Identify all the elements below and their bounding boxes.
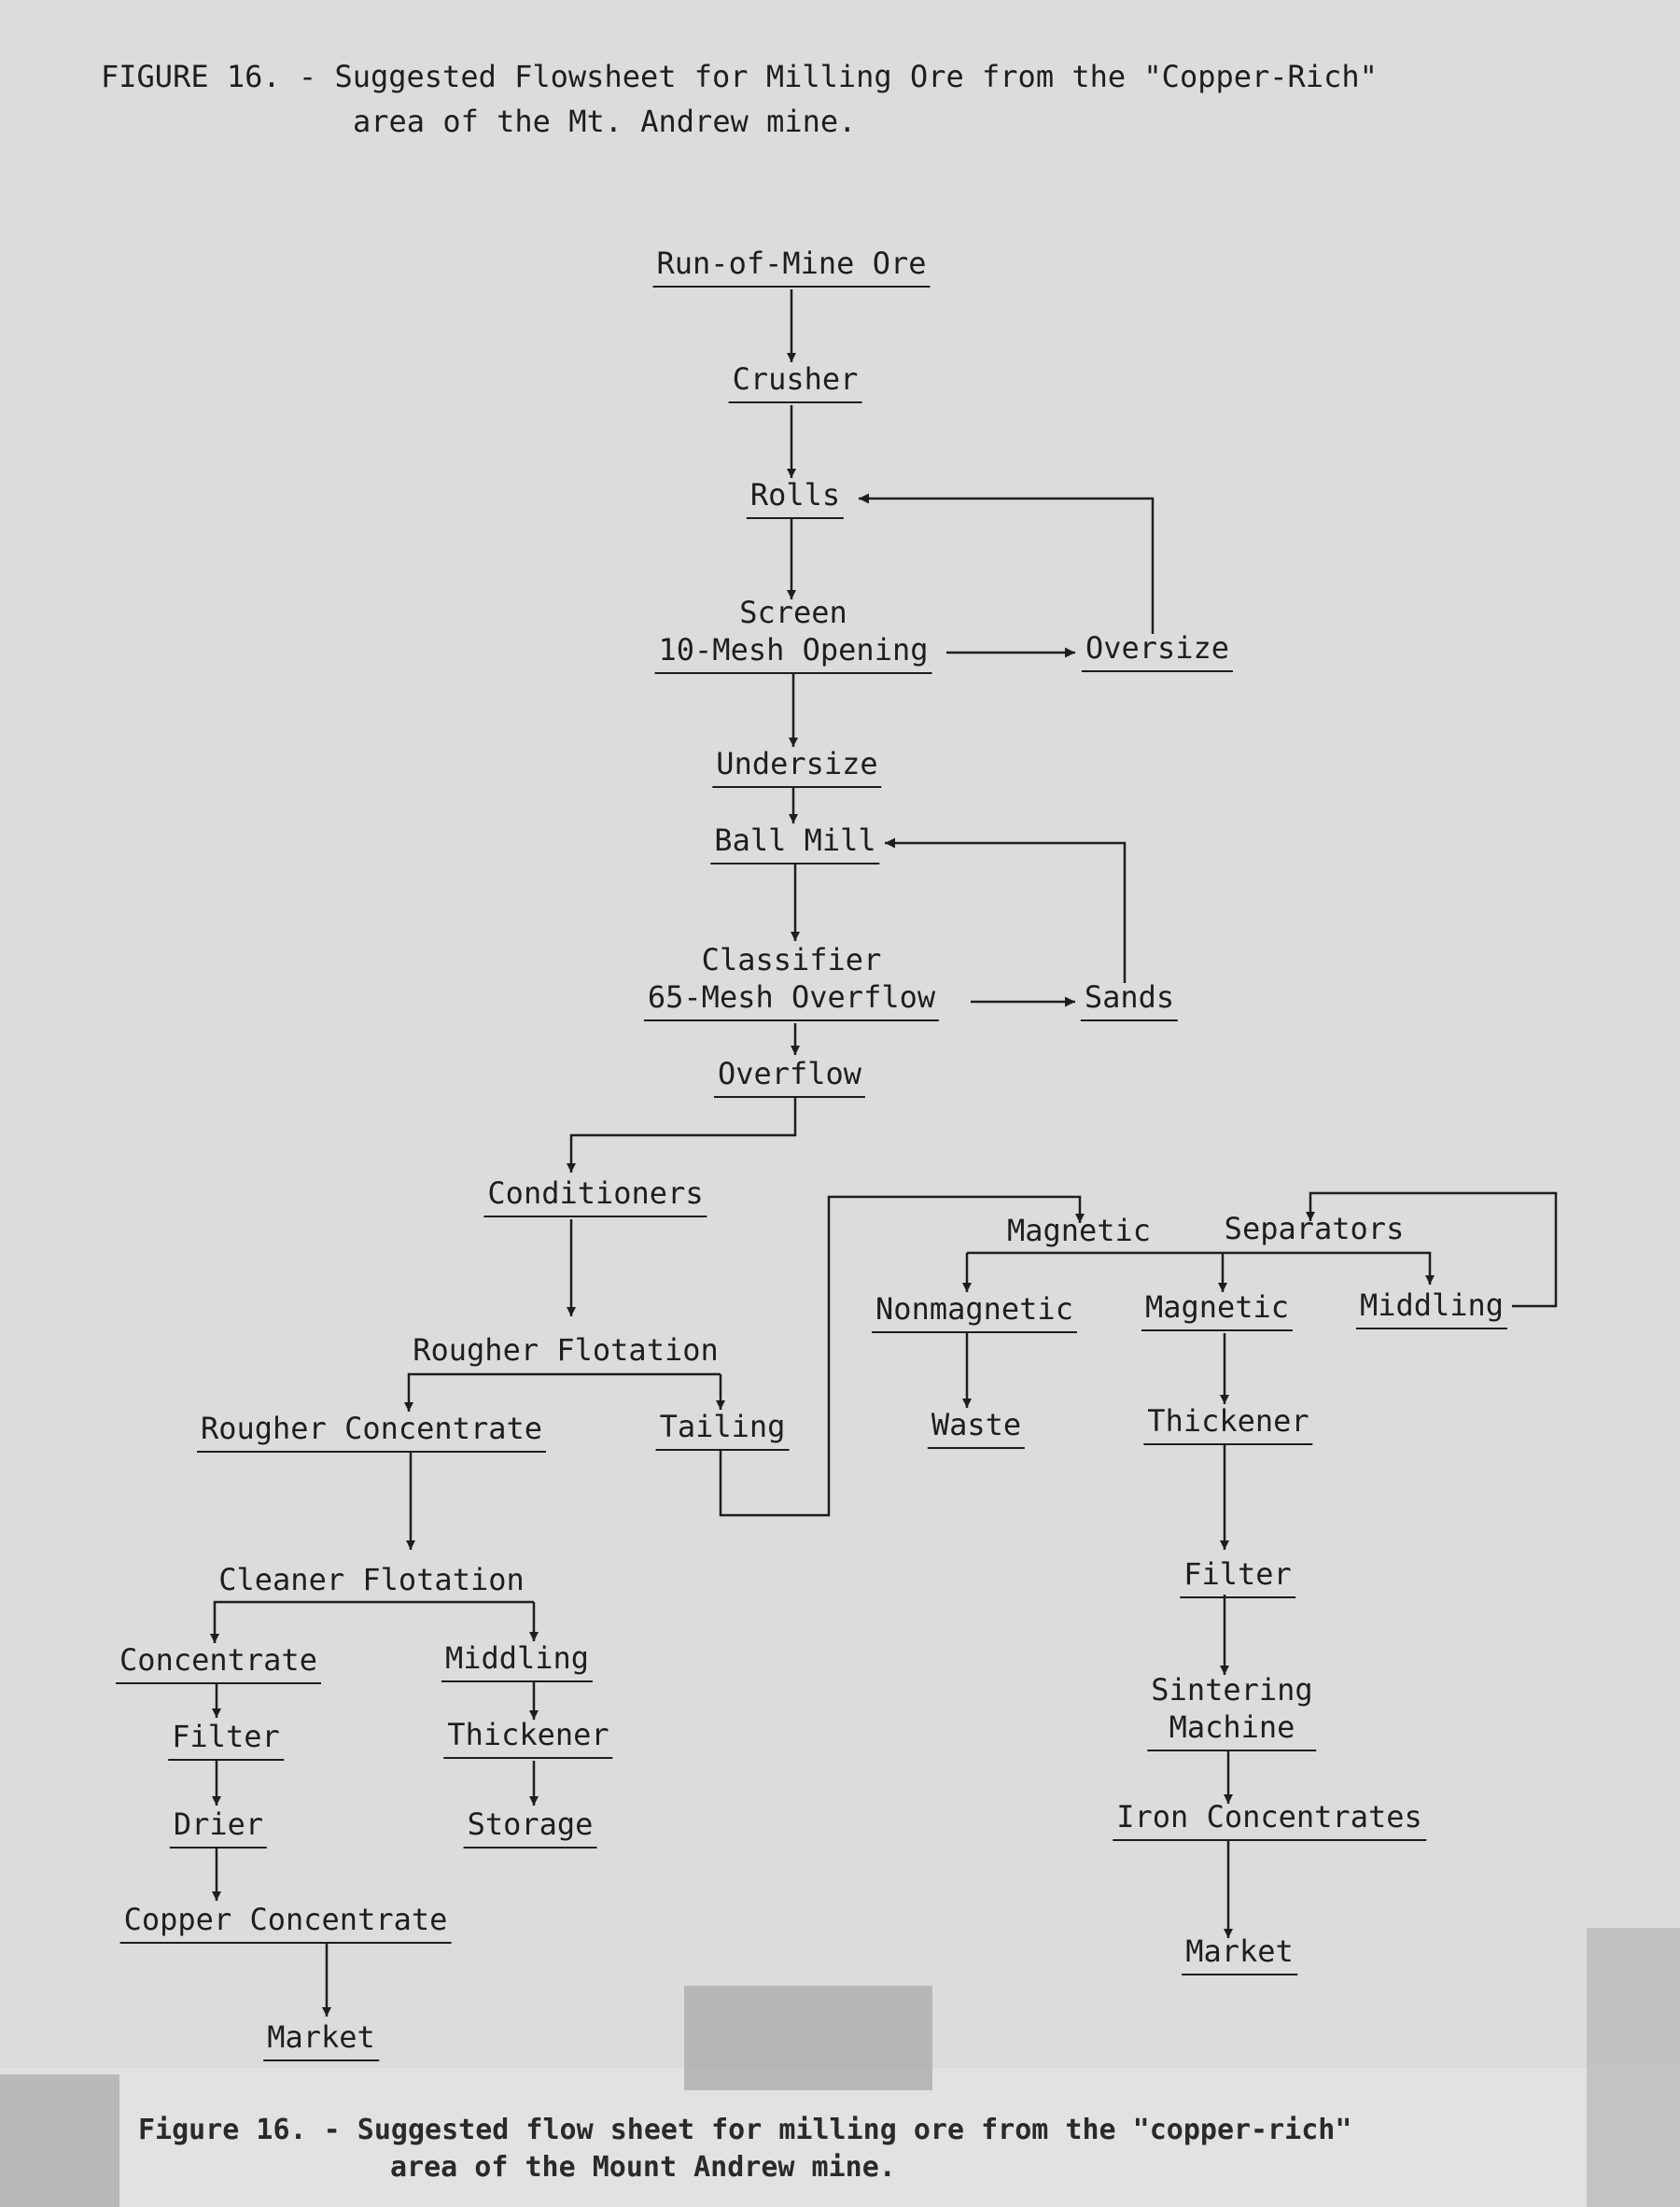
tape-right <box>1587 1928 1680 2207</box>
node-rolls: Rolls <box>747 476 844 519</box>
tape-left <box>0 2074 119 2207</box>
node-nonmagnetic: Nonmagnetic <box>872 1290 1077 1333</box>
node-rougher-flotation: Rougher Flotation <box>413 1332 719 1368</box>
node-cleaner-middling: Middling <box>441 1639 593 1682</box>
node-sintering-machine-label: Machine <box>1169 1709 1295 1745</box>
node-crusher: Crusher <box>729 360 862 403</box>
node-screen-label: Screen <box>739 595 847 630</box>
node-copper-concentrate: Copper Concentrate <box>120 1901 452 1944</box>
node-oversize: Oversize <box>1082 629 1233 672</box>
node-copper-market: Market <box>263 2018 379 2061</box>
node-iron-market: Market <box>1182 1933 1297 1975</box>
node-sands: Sands <box>1081 978 1178 1021</box>
node-classifier-label: Classifier <box>701 942 882 977</box>
node-undersize: Undersize <box>712 745 881 788</box>
node-copper-filter: Filter <box>168 1718 284 1761</box>
node-screen <box>655 594 932 674</box>
node-drier: Drier <box>170 1806 267 1849</box>
node-storage: Storage <box>464 1806 597 1849</box>
node-conditioners: Conditioners <box>483 1174 707 1217</box>
node-rougher-concentrate: Rougher Concentrate <box>197 1410 546 1453</box>
node-waste: Waste <box>928 1406 1025 1449</box>
figure-title-line-2: area of the Mt. Andrew mine. <box>353 104 857 139</box>
node-sintering-machine <box>1147 1671 1316 1751</box>
node-tailing: Tailing <box>656 1408 790 1451</box>
node-run-of-mine-ore: Run-of-Mine Ore <box>653 245 931 288</box>
node-screen-opening: 10-Mesh Opening <box>658 632 929 668</box>
node-cleaner-thickener: Thickener <box>443 1716 612 1759</box>
node-iron-filter: Filter <box>1180 1555 1295 1598</box>
node-classifier-overflow: 65-Mesh Overflow <box>647 979 936 1015</box>
arrow-rougher-to-concentrate <box>409 1374 721 1412</box>
node-sintering-label: Sintering <box>1151 1672 1313 1708</box>
arrow-cleaner-to-concentrate <box>215 1602 534 1643</box>
node-iron-concentrates: Iron Concentrates <box>1113 1798 1426 1841</box>
figure-title-line-1: FIGURE 16. - Suggested Flowsheet for Milling Ore from the "Copper-Rich" <box>101 59 1378 94</box>
node-cleaner-concentrate: Concentrate <box>116 1641 321 1684</box>
figure-caption <box>138 2112 1594 2186</box>
caption-line-1: Figure 16. - Suggested flow sheet for milling ore from the "copper-rich" <box>138 2114 1352 2146</box>
node-separator-middling: Middling <box>1356 1286 1507 1329</box>
node-cleaner-flotation: Cleaner Flotation <box>218 1562 525 1597</box>
node-magnetic-separators-right: Separators <box>1224 1211 1405 1246</box>
node-magnetic-separators-left: Magnetic <box>1006 1213 1152 1248</box>
arrow-overflow-to-conditioners <box>571 1096 795 1173</box>
node-magnetic: Magnetic <box>1141 1288 1293 1331</box>
arrow-separators-to-magnetic <box>967 1253 1430 1285</box>
node-classifier <box>644 941 939 1021</box>
node-ball-mill: Ball Mill <box>710 822 879 865</box>
node-iron-thickener: Thickener <box>1143 1402 1312 1445</box>
tape-middle <box>684 1986 932 2090</box>
node-overflow: Overflow <box>714 1055 865 1098</box>
caption-line-2: area of the Mount Andrew mine. <box>390 2151 896 2184</box>
